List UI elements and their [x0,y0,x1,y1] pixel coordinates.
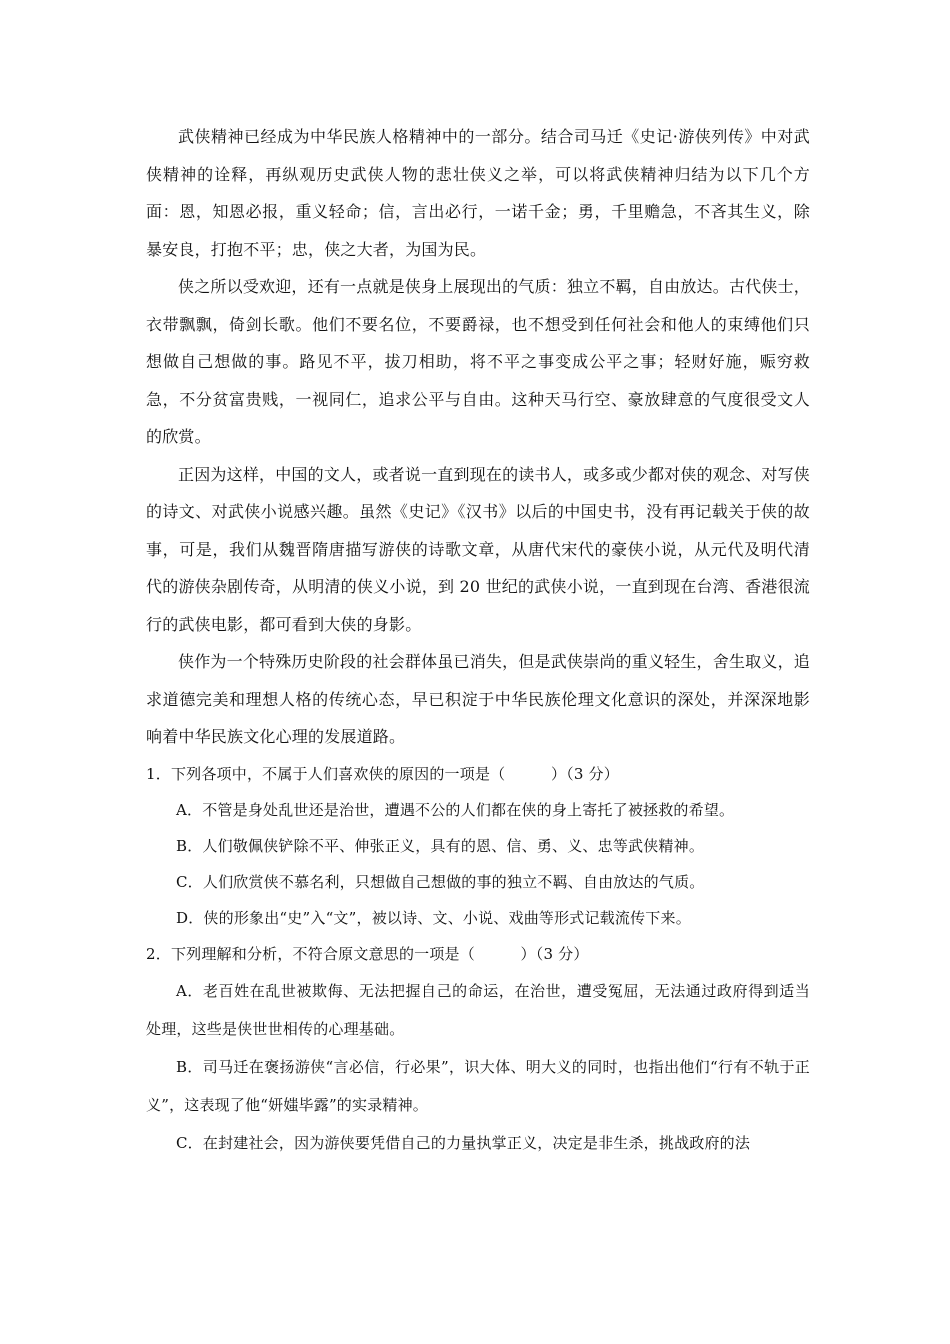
question-1-option-d: D．侠的形象出“史”入“文”，被以诗、文、小说、戏曲等形式记载流传下来。 [176,908,691,927]
question-1-stem: 1．下列各项中，不属于人们喜欢侠的原因的一项是（ ）（3 分） [146,764,619,783]
passage-paragraph-2: 侠之所以受欢迎，还有一点就是侠身上展现出的气质：独立不羁，自由放达。古代侠士，衣带飘飘，倚剑长歌。他们不要名位，不要爵禄，也不想受到任何社会和他人的束缚他们只想做自己想做的事。路见不平，拔刀相助，将不平之事变成公平之事；轻财好施，赈穷救急，不分贫富贵贱，一视同仁，追求公平与自由。这种天马行空、豪放肆意的气度很受文人的欣赏。 [146,277,810,446]
document-page [146,118,810,1162]
question-1-option-b: B．人们敬佩侠铲除不平、伸张正义，具有的恩、信、勇、义、忠等武侠精神。 [176,836,705,855]
question-1-option-a: A．不管是身处乱世还是治世，遭遇不公的人们都在侠的身上寄托了被拯救的希望。 [176,800,735,819]
question-2 [146,936,810,1162]
question-2-option-a: A．老百姓在乱世被欺侮、无法把握自己的命运，在治世，遭受冤屈，无法通过政府得到适当处理，这些是侠世世相传的心理基础。 [146,981,810,1038]
question-2-option-b: B．司马迁在褒扬游侠“言必信，行必果”，识大体、明大义的同时，也指出他们“行有不轨于正义”，这表现了他“妍媸毕露”的实录精神。 [146,1057,810,1114]
passage-paragraph-1: 武侠精神已经成为中华民族人格精神中的一部分。结合司马迁《史记·游侠列传》中对武侠精神的诠释，再纵观历史武侠人物的悲壮侠义之举，可以将武侠精神归结为以下几个方面：恩，知恩必报，重义轻命；信，言出必行，一诺千金；勇，千里赡急，不吝其生义，除暴安良，打抱不平；忠，侠之大者，为国为民。 [146,127,810,259]
passage-paragraph-4: 侠作为一个特殊历史阶段的社会群体虽已消失，但是武侠崇尚的重义轻生，舍生取义，追求道德完美和理想人格的传统心态，早已积淀于中华民族伦理文化意识的深处，并深深地影响着中华民族文化心理的发展道路。 [146,652,810,746]
question-1 [146,756,810,936]
reading-passage [146,118,810,756]
question-2-option-c: C．在封建社会，因为游侠要凭借自己的力量执掌正义，决定是非生杀，挑战政府的法 [176,1133,751,1152]
question-2-stem: 2．下列理解和分析，不符合原文意思的一项是（ ）（3 分） [146,944,589,963]
passage-paragraph-3: 正因为这样，中国的文人，或者说一直到现在的读书人，或多或少都对侠的观念、对写侠的诗文、对武侠小说感兴趣。虽然《史记》《汉书》以后的中国史书，没有再记载关于侠的故事，可是，我们从魏晋隋唐描写游侠的诗歌文章，从唐代宋代的豪侠小说，从元代及明代清代的游侠杂剧传奇，从明清的侠义小说，到 20 世纪的武侠小说，一直到现在台湾、香港很流行的武侠电影，都可看到大侠的身影。 [146,464,810,634]
question-1-option-c: C．人们欣赏侠不慕名利，只想做自己想做的事的独立不羁、自由放达的气质。 [176,872,705,891]
